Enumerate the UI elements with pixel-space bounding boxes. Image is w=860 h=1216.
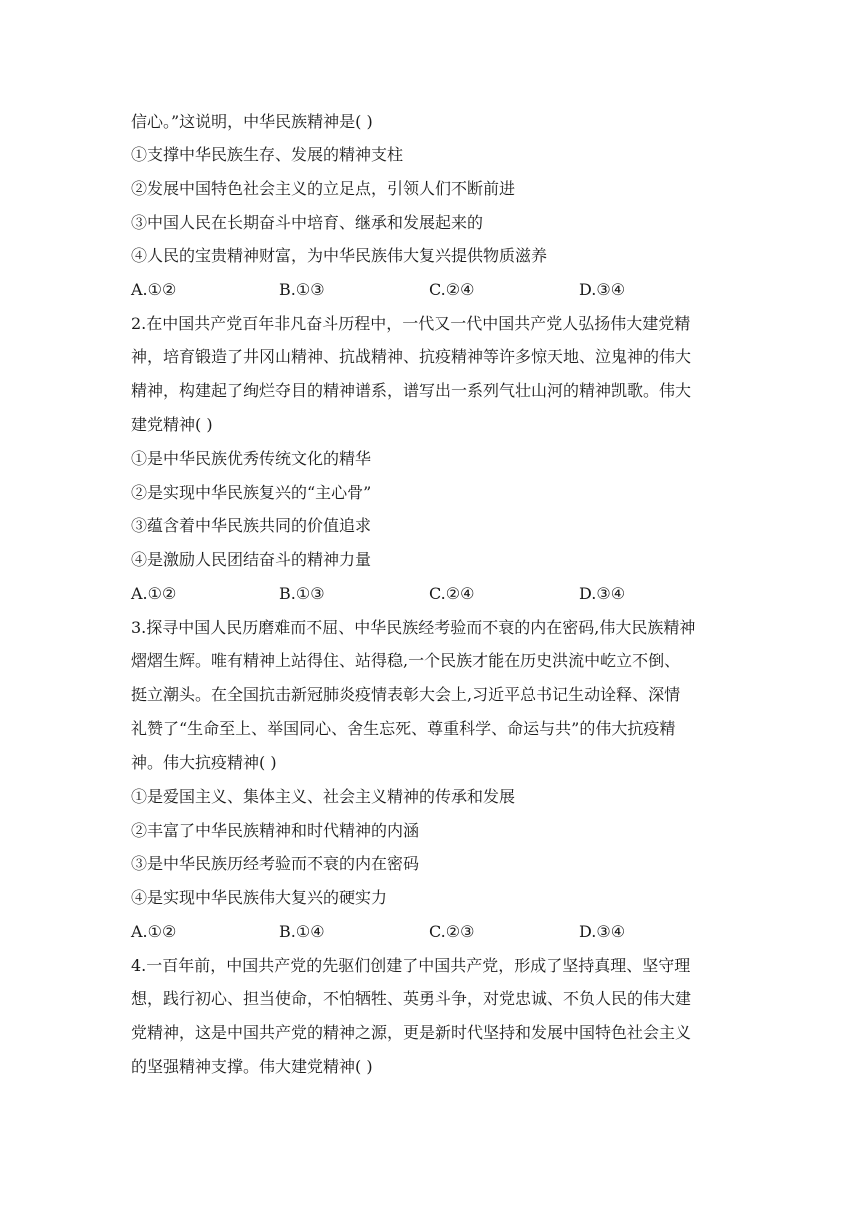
q3-option-b: B.①④ <box>279 922 325 941</box>
q2-option-c: C.②④ <box>429 584 475 603</box>
q4-stem-line-2: 想，践行初心、担当使命，不怕牺牲、英勇斗争，对党忠诚、不负人民的伟大建 <box>131 989 692 1008</box>
q3-statement-1: ①是爱国主义、集体主义、社会主义精神的传承和发展 <box>131 787 516 806</box>
q1-statement-3: ③中国人民在长期奋斗中培育、继承和发展起来的 <box>131 213 484 232</box>
q4-stem-line-3: 党精神，这是中国共产党的精神之源，更是新时代坚持和发展中国特色社会主义 <box>131 1023 692 1042</box>
q1-statement-1: ①支撑中华民族生存、发展的精神支柱 <box>131 145 404 164</box>
q3-stem-line-4: 礼赞了“生命至上、举国同心、舍生忘死、尊重科学、命运与共”的伟大抗疫精 <box>131 719 676 738</box>
q1-statement-2: ②发展中国特色社会主义的立足点，引领人们不断前进 <box>131 179 516 198</box>
q3-stem-line-3: 挺立潮头。在全国抗击新冠肺炎疫情表彰大会上,习近平总书记生动诠释、深情 <box>131 685 681 704</box>
q4-stem-line-1: 4.一百年前，中国共产党的先驱们创建了中国共产党，形成了坚持真理、坚守理 <box>131 956 691 975</box>
q3-option-c: C.②③ <box>429 922 475 941</box>
q3-stem-line-1: 3.探寻中国人民历磨难而不屈、中华民族经考验而不衰的内在密码,伟大民族精神 <box>131 618 696 637</box>
q3-statement-4: ④是实现中华民族伟大复兴的硬实力 <box>131 888 388 907</box>
q1-stem-tail: 信心。”这说明，中华民族精神是( ) <box>131 112 373 131</box>
q2-statement-1: ①是中华民族优秀传统文化的精华 <box>131 449 372 468</box>
q2-statement-2: ②是实现中华民族复兴的“主心骨” <box>131 483 372 502</box>
q2-option-d: D.③④ <box>579 584 626 603</box>
q3-statement-3: ③是中华民族历经考验而不衰的内在密码 <box>131 854 420 873</box>
q2-stem-line-2: 神，培育锻造了井冈山精神、抗战精神、抗疫精神等许多惊天地、泣鬼神的伟大 <box>131 347 692 366</box>
q2-stem-line-4: 建党精神( ) <box>131 415 213 434</box>
q2-options <box>131 583 731 605</box>
q1-option-b: B.①③ <box>279 280 325 299</box>
q2-option-a: A.①② <box>131 584 177 603</box>
q3-statement-2: ②丰富了中华民族精神和时代精神的内涵 <box>131 821 420 840</box>
q2-statement-4: ④是激励人民团结奋斗的精神力量 <box>131 550 372 569</box>
q3-option-d: D.③④ <box>579 922 626 941</box>
q1-statement-4: ④人民的宝贵精神财富，为中华民族伟大复兴提供物质滋养 <box>131 246 548 265</box>
q3-stem-line-2: 熠熠生辉。唯有精神上站得住、站得稳,一个民族才能在历史洪流中屹立不倒、 <box>131 651 681 670</box>
q2-stem-line-1: 2.在中国共产党百年非凡奋斗历程中，一代又一代中国共产党人弘扬伟大建党精 <box>131 314 691 333</box>
q1-option-c: C.②④ <box>429 280 475 299</box>
q3-option-a: A.①② <box>131 922 177 941</box>
q1-options <box>131 279 731 301</box>
q4-stem-line-4: 的坚强精神支撑。伟大建党精神( ) <box>131 1057 373 1076</box>
q2-option-b: B.①③ <box>279 584 325 603</box>
q3-options <box>131 921 731 943</box>
q1-option-d: D.③④ <box>579 280 626 299</box>
q2-statement-3: ③蕴含着中华民族共同的价值追求 <box>131 516 372 535</box>
q2-stem-line-3: 精神，构建起了绚烂夺目的精神谱系，谱写出一系列气壮山河的精神凯歌。伟大 <box>131 381 692 400</box>
q1-option-a: A.①② <box>131 280 177 299</box>
q3-stem-line-5: 神。伟大抗疫精神( ) <box>131 753 277 772</box>
